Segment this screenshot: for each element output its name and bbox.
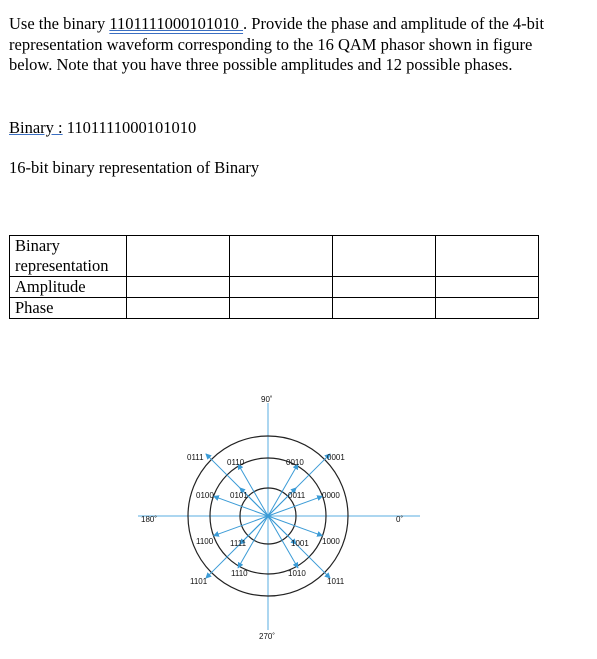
- point-label: 1000: [322, 537, 340, 546]
- answer-table: [9, 235, 539, 319]
- table-cell[interactable]: [333, 277, 436, 298]
- axis-label-180: 180˚: [141, 515, 158, 524]
- point-label: 0001: [327, 453, 345, 462]
- row-header-phase: Phase: [10, 298, 127, 319]
- point-label: 0101: [230, 491, 248, 500]
- point-label: 0100: [196, 491, 214, 500]
- table-cell[interactable]: [436, 298, 539, 319]
- axis-label-0: 0˚: [396, 515, 404, 524]
- point-label: 0011: [288, 491, 306, 500]
- table-row: [10, 298, 539, 319]
- point-label: 1110: [231, 569, 248, 578]
- table-cell[interactable]: [127, 277, 230, 298]
- point-label: 0010: [286, 458, 304, 467]
- qam-phasor-diagram: [130, 385, 430, 650]
- binary-label: Binary :: [9, 118, 63, 137]
- table-cell[interactable]: [127, 236, 230, 277]
- table-cell[interactable]: [230, 277, 333, 298]
- point-label: 1001: [291, 539, 309, 548]
- point-label: 1010: [288, 569, 306, 578]
- table-cell[interactable]: [333, 298, 436, 319]
- table-cell[interactable]: [436, 277, 539, 298]
- axis-label-270: 270˚: [259, 632, 276, 641]
- table-cell[interactable]: [230, 236, 333, 277]
- table-row: [10, 236, 539, 277]
- table-cell[interactable]: [230, 298, 333, 319]
- table-cell[interactable]: [333, 236, 436, 277]
- point-label: 1111: [230, 539, 247, 548]
- table-row: [10, 277, 539, 298]
- question-text-before: Use the binary: [9, 14, 110, 33]
- point-label: 1101: [190, 577, 208, 586]
- binary-value: 1101111000101010: [66, 118, 197, 137]
- point-label: 1100: [196, 537, 214, 546]
- row-header-binary: Binary representation: [10, 236, 127, 277]
- point-label: 0000: [322, 491, 340, 500]
- binary-line: [9, 118, 569, 139]
- point-label: 1011: [327, 577, 345, 586]
- subtitle: 16-bit binary representation of Binary: [9, 158, 260, 177]
- table-cell[interactable]: [127, 298, 230, 319]
- table-cell[interactable]: [436, 236, 539, 277]
- point-label: 0111: [187, 453, 204, 462]
- question-paragraph: [9, 14, 569, 76]
- question-text-after: . Provide the phase and amplitude of the 4-bit representation waveform corresponding to the 16 QAM phasor shown in figure below. Note that you have three possible amplitudes and 12 possible phases.: [9, 14, 545, 74]
- point-label: 0110: [227, 458, 245, 467]
- axis-label-90: 90˚: [261, 395, 273, 404]
- question-binary-inline: 1101111000101010: [109, 14, 244, 33]
- row-header-amplitude: Amplitude: [10, 277, 127, 298]
